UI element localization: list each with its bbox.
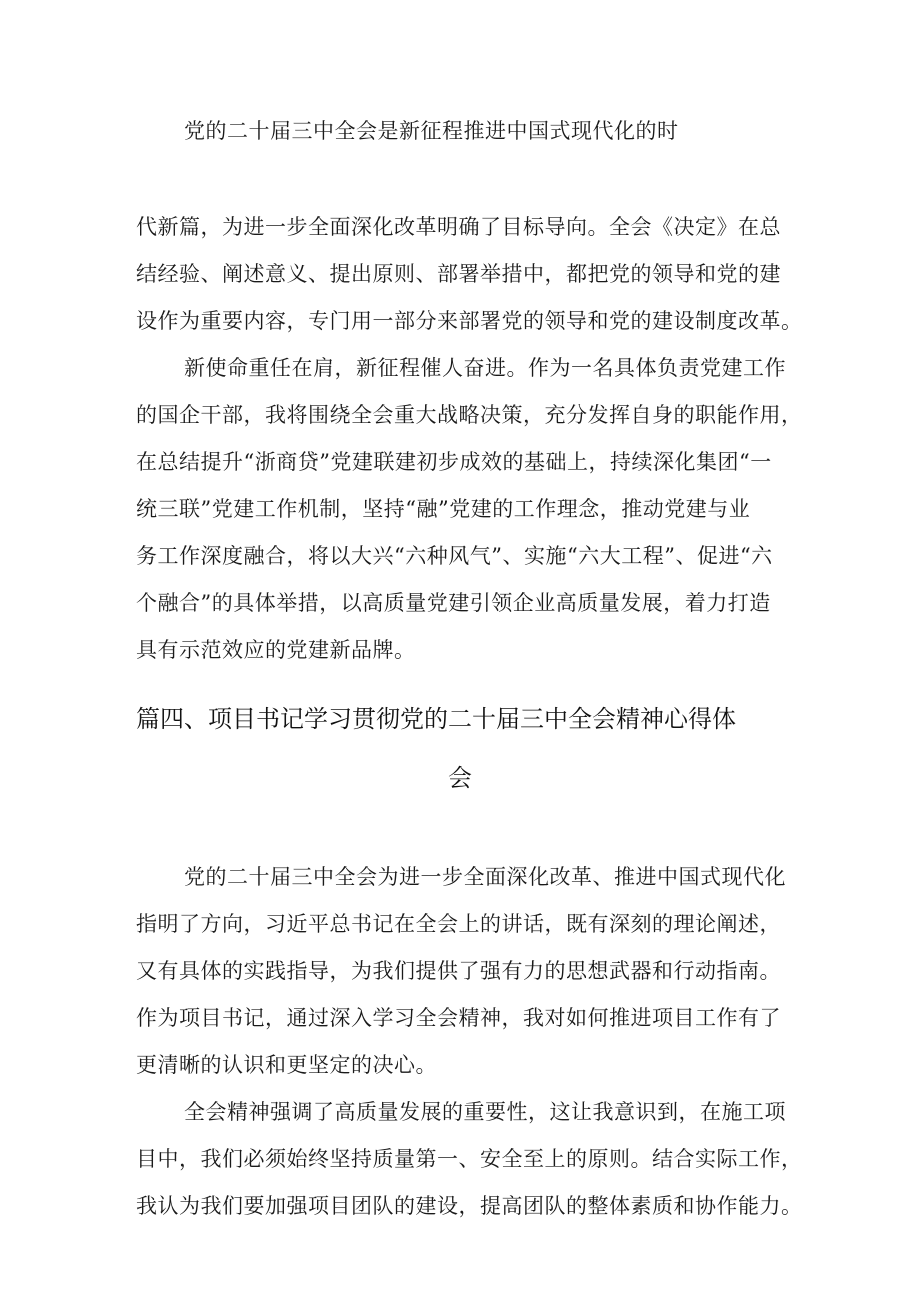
section-paragraph-2-line-1: 全会精神强调了高质量发展的重要性，这让我意识到，在施工项 xyxy=(184,1100,786,1124)
intro-paragraph-2-line-7: 具有示范效应的党建新品牌。 xyxy=(136,638,416,662)
intro-paragraph-2-line-3: 在总结提升“浙商贷”党建联建初步成效的基础上，持续深化集团“一 xyxy=(136,450,772,474)
intro-paragraph-2-line-2: 的国企干部，我将围绕全会重大战略决策，充分发挥自身的职能作用， xyxy=(136,403,803,427)
intro-paragraph-1-line-3: 结经验、阐述意义、提出原则、部署举措中，都把党的领导和党的建 xyxy=(136,262,781,286)
section-paragraph-1-line-5: 更清晰的认识和更坚定的决心。 xyxy=(136,1053,437,1077)
intro-paragraph-1-line-2: 代新篇，为进一步全面深化改革明确了目标导向。全会《决定》在总 xyxy=(136,215,781,239)
section-paragraph-2-line-3: 我认为我们要加强项目团队的建设，提高团队的整体素质和协作能力。 xyxy=(136,1194,803,1218)
intro-paragraph-2-line-1: 新使命重任在肩，新征程催人奋进。作为一名具体负责党建工作 xyxy=(184,356,786,380)
section-paragraph-1-line-4: 作为项目书记，通过深入学习全会精神，我对如何推进项目工作有了 xyxy=(136,1006,781,1030)
intro-paragraph-1-line-1: 党的二十届三中全会是新征程推进中国式现代化的时 xyxy=(184,119,679,143)
intro-paragraph-2-line-4: 统三联”党建工作机制，坚持“融”党建的工作理念，推动党建与业 xyxy=(136,497,751,521)
intro-paragraph-2-line-5: 务工作深度融合，将以大兴“六种风气”、实施“六大工程”、促进“六 xyxy=(136,544,773,568)
intro-paragraph-1-line-4: 设作为重要内容，专门用一部分来部署党的领导和党的建设制度改革。 xyxy=(136,309,803,333)
section-paragraph-2-line-2: 目中，我们必须始终坚持质量第一、安全至上的原则。结合实际工作， xyxy=(136,1147,803,1171)
section-paragraph-1-line-1: 党的二十届三中全会为进一步全面深化改革、推进中国式现代化 xyxy=(184,865,786,889)
section-heading: 篇四、项目书记学习贯彻党的二十届三中全会精神心得体 xyxy=(136,705,736,733)
section-paragraph-1-line-3: 又有具体的实践指导，为我们提供了强有力的思想武器和行动指南。 xyxy=(136,959,781,983)
intro-paragraph-2-line-6: 个融合”的具体举措，以高质量党建引领企业高质量发展，着力打造 xyxy=(136,591,771,615)
section-heading-continuation: 会 xyxy=(448,764,472,792)
section-paragraph-1-line-2: 指明了方向，习近平总书记在全会上的讲话，既有深刻的理论阐述， xyxy=(136,912,781,936)
